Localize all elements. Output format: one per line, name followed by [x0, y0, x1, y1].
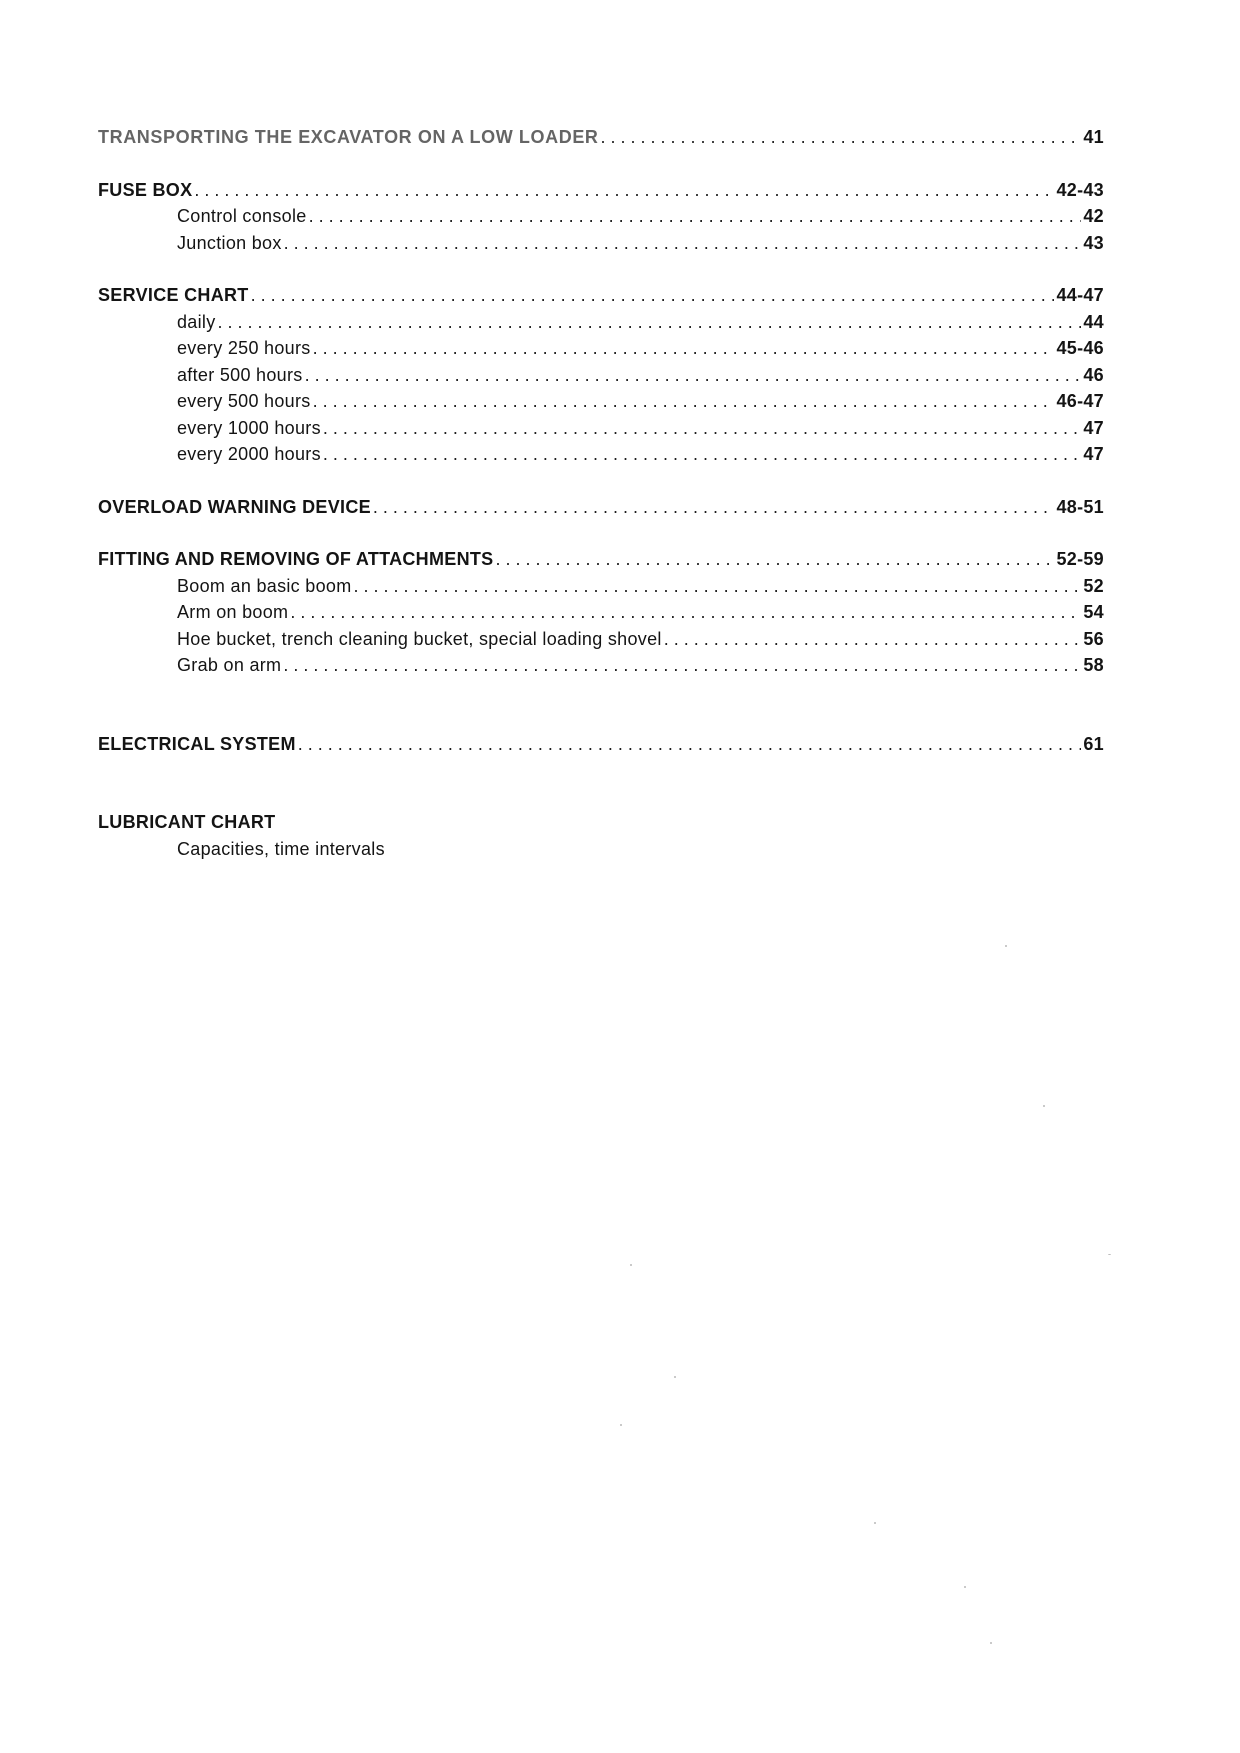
table-of-contents — [98, 124, 1104, 862]
dot-leader — [313, 388, 1055, 415]
scan-speck — [1005, 945, 1007, 947]
section-spacer — [98, 757, 1104, 809]
toc-subentry — [98, 388, 1104, 415]
toc-entry-title: LUBRICANT CHART — [98, 812, 276, 832]
toc-subentry — [98, 573, 1104, 600]
toc-subentry-label: after 500 hours — [177, 364, 303, 385]
toc-subentry — [98, 335, 1104, 362]
scan-speck — [874, 1522, 876, 1524]
toc-subentry-page: 54 — [1083, 602, 1104, 622]
scan-speck — [1108, 1254, 1111, 1255]
toc-entry-title: TRANSPORTING THE EXCAVATOR ON A LOW LOADER — [98, 127, 599, 147]
toc-subentry — [98, 309, 1104, 336]
toc-subentry-label: every 1000 hours — [177, 417, 321, 438]
toc-subentry — [98, 415, 1104, 442]
toc-subentry-label: daily — [177, 311, 216, 332]
toc-entry — [98, 124, 1104, 151]
toc-entry-page: 61 — [1083, 733, 1104, 754]
toc-subentry-page: 43 — [1083, 232, 1104, 253]
toc-subentry-page: 42 — [1083, 206, 1104, 226]
toc-section-overload — [98, 494, 1104, 521]
dot-leader — [309, 203, 1082, 230]
dot-leader — [251, 282, 1055, 309]
dot-leader — [323, 441, 1081, 468]
toc-subentry-label: Junction box — [177, 232, 282, 253]
toc-entry-title: ELECTRICAL SYSTEM — [98, 733, 296, 754]
section-spacer — [98, 679, 1104, 731]
dot-leader — [290, 599, 1081, 626]
toc-section-fuse-box — [98, 177, 1104, 257]
toc-entry-title: OVERLOAD WARNING DEVICE — [98, 496, 371, 517]
scan-speck — [1043, 1105, 1045, 1107]
toc-entry-title: SERVICE CHART — [98, 285, 249, 305]
toc-section-transport — [98, 124, 1104, 151]
toc-subentry-label: every 2000 hours — [177, 444, 321, 464]
dot-leader — [373, 494, 1055, 521]
toc-subentry-label: every 500 hours — [177, 391, 311, 411]
toc-subentry-page: 46-47 — [1056, 391, 1104, 411]
dot-leader — [601, 124, 1082, 151]
toc-subentry-label: Arm on boom — [177, 602, 289, 622]
toc-subentry — [98, 599, 1104, 626]
toc-entry — [98, 494, 1104, 521]
dot-leader — [664, 626, 1082, 653]
toc-entry — [98, 731, 1104, 758]
dot-leader — [298, 731, 1082, 758]
toc-entry — [98, 809, 1104, 836]
toc-entry-page: 42-43 — [1056, 179, 1104, 200]
toc-subentry — [98, 652, 1104, 679]
toc-section-electrical — [98, 731, 1104, 758]
toc-subentry-page: 52 — [1083, 575, 1104, 596]
toc-subentry-label: Capacities, time intervals — [177, 838, 385, 859]
section-spacer — [98, 468, 1104, 494]
toc-entry — [98, 546, 1104, 573]
toc-subentry — [98, 626, 1104, 653]
toc-subentry-page: 47 — [1083, 444, 1104, 464]
dot-leader — [495, 546, 1054, 573]
section-spacer — [98, 256, 1104, 282]
toc-subentry-page: 56 — [1083, 628, 1104, 649]
scan-speck — [620, 1424, 622, 1426]
dot-leader — [218, 309, 1082, 336]
toc-subentry-label: Hoe bucket, trench cleaning bucket, special loading shovel — [177, 628, 662, 649]
section-spacer — [98, 151, 1104, 177]
dot-leader — [284, 230, 1082, 257]
toc-subentry — [98, 362, 1104, 389]
toc-entry-page: 52-59 — [1056, 549, 1104, 569]
scan-speck — [674, 1376, 676, 1378]
toc-subentry — [98, 230, 1104, 257]
toc-subentry-label: every 250 hours — [177, 338, 311, 358]
dot-leader — [323, 415, 1081, 442]
dot-leader — [354, 573, 1082, 600]
dot-leader — [194, 177, 1054, 204]
toc-entry-title: FUSE BOX — [98, 179, 193, 200]
dot-leader — [313, 335, 1055, 362]
toc-subentry-page: 46 — [1083, 364, 1104, 385]
section-spacer — [98, 520, 1104, 546]
toc-entry-page: 48-51 — [1056, 496, 1104, 517]
scan-speck — [964, 1586, 966, 1588]
toc-subentry — [98, 203, 1104, 230]
dot-leader — [283, 652, 1081, 679]
toc-subentry — [98, 836, 1104, 863]
toc-entry — [98, 282, 1104, 309]
toc-entry — [98, 177, 1104, 204]
toc-entry-page: 44-47 — [1056, 285, 1104, 305]
toc-section-attachments — [98, 546, 1104, 679]
toc-subentry — [98, 441, 1104, 468]
toc-subentry-label: Boom an basic boom — [177, 575, 352, 596]
toc-subentry-page: 44 — [1083, 311, 1104, 332]
toc-subentry-page: 45-46 — [1056, 338, 1104, 358]
dot-leader — [305, 362, 1082, 389]
scan-speck — [990, 1642, 992, 1644]
toc-entry-title: FITTING AND REMOVING OF ATTACHMENTS — [98, 549, 494, 569]
toc-subentry-page: 47 — [1083, 417, 1104, 438]
toc-section-service-chart — [98, 282, 1104, 468]
toc-subentry-label: Control console — [177, 206, 307, 226]
scan-speck — [630, 1264, 632, 1266]
toc-entry-page: 41 — [1083, 127, 1104, 147]
toc-subentry-label: Grab on arm — [177, 655, 282, 675]
toc-section-lubricant — [98, 809, 1104, 862]
toc-subentry-page: 58 — [1083, 655, 1104, 675]
